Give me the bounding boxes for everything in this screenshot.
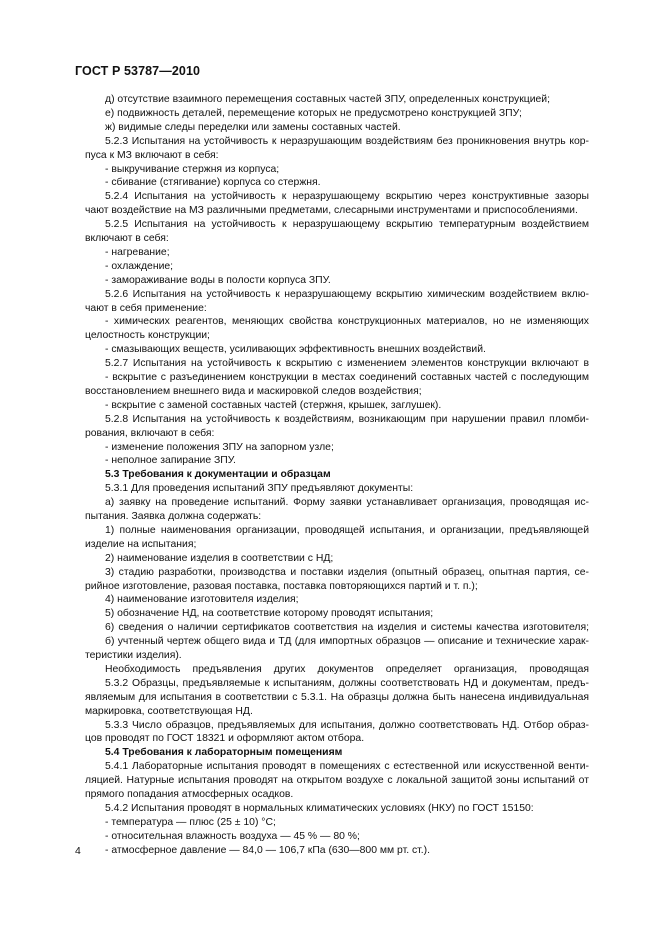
text-line: 6) сведения о наличии сертификатов соответствия на изделия и системы качества изготовителя; — [105, 622, 589, 634]
text-line: ж) видимые следы переделки или замены составных частей. — [105, 121, 401, 133]
text-line: 2) наименование изделия в соответствии с НД; — [105, 552, 334, 564]
page-number: 4 — [75, 846, 81, 857]
text-line: е) подвижность деталей, перемещение которых не предусмотрено конструкцией ЗПУ; — [105, 107, 522, 119]
text-line: 5.2.6 Испытания на устойчивость к неразрушающему вскрытию химическим воздействием вклю- — [105, 288, 589, 300]
text-line: прямого попадания атмосферных осадков. — [85, 789, 294, 801]
text-line: 5.2.5 Испытания на устойчивость к неразрушающему вскрытию температурным воздействием — [105, 219, 589, 231]
text-line: 3) стадию разработки, производства и поставки изделия (опытный образец, опытная партия, се- — [105, 566, 589, 578]
text-line: пытания. Заявка должна содержать: — [85, 511, 262, 523]
text-line: - вскрытие с разъединением конструкции в местах соединений составных частей с последующим — [105, 372, 589, 384]
text-line: 5.2.3 Испытания на устойчивость к неразрушающим воздействиям без проникновения внутрь кор- — [105, 135, 589, 147]
document-header: ГОСТ Р 53787—2010 — [75, 64, 201, 78]
text-line: чают воздействие на МЗ различными предметами, слесарными инструментами и приспособлениями. — [85, 205, 578, 217]
text-line: цов проводят по ГОСТ 18321 и оформляют актом отбора. — [85, 733, 365, 745]
text-line: рования, включают в себя: — [85, 427, 215, 439]
text-line: пуса к МЗ включают в себя: — [85, 149, 219, 161]
text-line: - изменение положения ЗПУ на запорном узле; — [105, 441, 334, 453]
text-line: ляцией. Натурные испытания проводят на открытом воздухе с локальной защитой зоны испытаний от — [85, 775, 589, 787]
text-line: 5.2.7 Испытания на устойчивость к вскрытию с изменением элементов конструкции включают в — [105, 358, 589, 370]
text-line: включают в себя: — [85, 233, 169, 245]
text-line: 5.2.8 Испытания на устойчивость к воздействиям, возникающим при нарушении правил пломби- — [105, 413, 589, 425]
text-line: 5.3.3 Число образцов, предъявляемых для испытания, должно соответствовать НД. Отбор образ- — [105, 719, 589, 731]
text-line: 5.4.1 Лабораторные испытания проводят в помещениях с естественной или искусственной венти- — [105, 761, 589, 773]
text-line: 5.2.4 Испытания на устойчивость к неразрушающему вскрытию через конструктивные зазоры — [105, 191, 589, 203]
text-line: 5.3.2 Образцы, предъявляемые к испытаниям, должны соответствовать НД и документам, предъ- — [105, 677, 589, 689]
text-line: 5) обозначение НД, на соответствие которому проводят испытания; — [105, 608, 434, 620]
text-line: - выкручивание стержня из корпуса; — [105, 163, 280, 175]
text-line: - нагревание; — [105, 246, 170, 258]
document-body — [85, 93, 589, 858]
text-line: - атмосферное давление — 84,0 — 106,7 кПа (630—800 мм рт. ст.). — [105, 844, 431, 856]
text-line: - относительная влажность воздуха — 45 % — 80 %; — [105, 830, 360, 842]
text-line: 1) полные наименования организации, проводящей испытания, и организации, предъявляющей — [105, 524, 589, 536]
text-line: - неполное запирание ЗПУ. — [105, 455, 236, 467]
text-line: Необходимость предъявления других документов определяет организация, проводящая — [105, 663, 589, 675]
text-line: 4) наименование изготовителя изделия; — [105, 594, 299, 606]
section-heading: 5.3 Требования к документации и образцам — [105, 469, 331, 481]
text-line: - вскрытие с заменой составных частей (стержня, крышек, заглушек). — [105, 399, 442, 411]
text-line: д) отсутствие взаимного перемещения составных частей ЗПУ, определенных конструкцией; — [105, 94, 550, 105]
text-line: чают в себя применение: — [85, 302, 207, 314]
text-line: рийное изготовление, разовая поставка, поставка повторяющихся партий и т. п.); — [85, 580, 478, 592]
text-line: маркировка, соответствующая НД. — [85, 705, 253, 717]
text-line: теристики изделия). — [85, 650, 182, 662]
text-line: изделие на испытания; — [85, 538, 197, 550]
text-line: 5.4.2 Испытания проводят в нормальных климатических условиях (НКУ) по ГОСТ 15150: — [105, 802, 534, 814]
text-line: - сбивание (стягивание) корпуса со стержня. — [105, 177, 321, 189]
text-line: а) заявку на проведение испытаний. Форму заявки устанавливает организация, проводящая ис- — [105, 497, 589, 509]
text-line: целостность конструкции; — [85, 330, 210, 342]
section-heading: 5.4 Требования к лабораторным помещениям — [105, 747, 343, 759]
text-line: восстановлением внешнего вида и маскировкой следов воздействия; — [85, 385, 422, 397]
text-line: - охлаждение; — [105, 260, 174, 272]
text-line: являемым для испытания в соответствии с 5.3.1. На образцы должна быть нанесена индивидуальная — [85, 691, 589, 703]
text-line: - химических реагентов, меняющих свойства конструкционных материалов, но не изменяющих — [105, 316, 589, 328]
text-line: 5.3.1 Для проведения испытаний ЗПУ предъявляют документы: — [105, 483, 414, 495]
text-line: - температура — плюс (25 ± 10) °С; — [105, 816, 276, 828]
text-line: - замораживание воды в полости корпуса ЗПУ. — [105, 274, 331, 286]
text-line: б) учтенный чертеж общего вида и ТД (для импортных образцов — описание и технические харак- — [105, 636, 589, 648]
text-line: - смазывающих веществ, усиливающих эффективность внешних воздействий. — [105, 344, 486, 356]
